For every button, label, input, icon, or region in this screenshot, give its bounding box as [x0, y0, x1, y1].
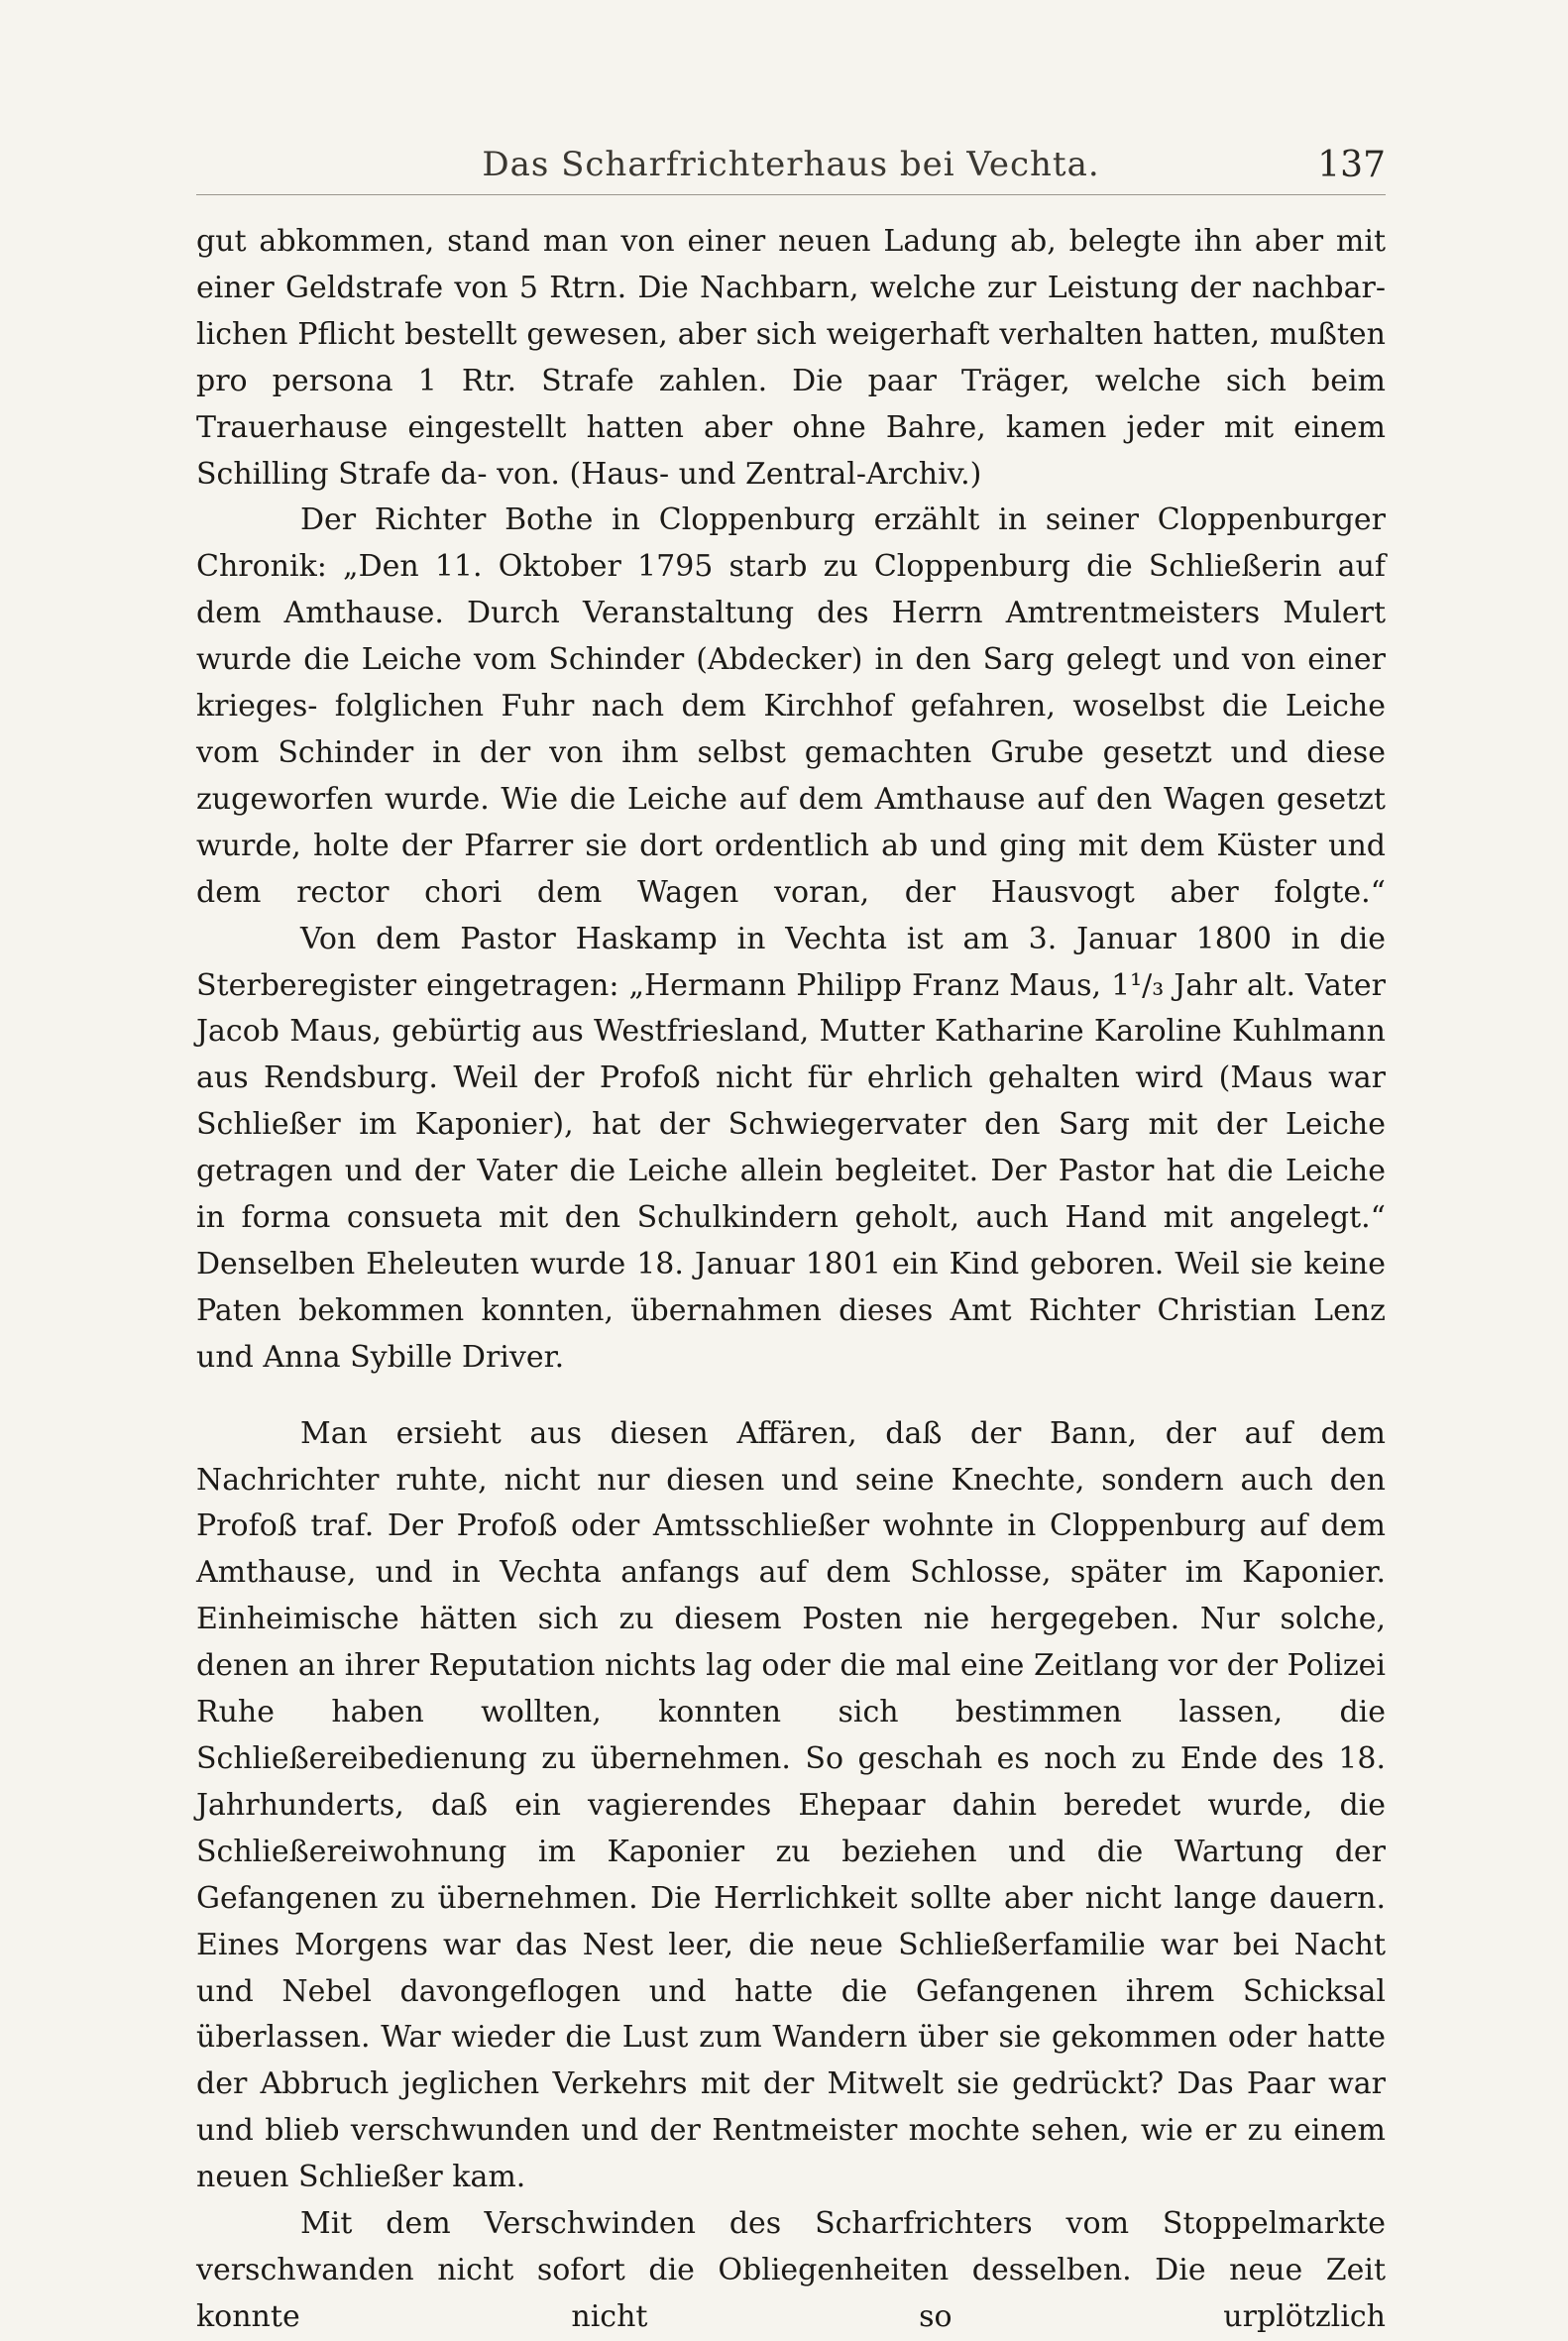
paragraph-3: Von dem Pastor Haskamp in Vechta ist am 3. Januar 1800 in die Sterberegister eingetragen: „Hermann Philipp Franz Maus, 1¹/₃ Jahr alt. Vater Jacob Maus, gebürtig aus Westfriesland, Mutter Katharine Karoline Kuhlmann aus Rendsburg. Weil der Profoß nicht für ehrlich gehalten wird (Maus war Schließer im Kaponier), hat der Schwiegervater den Sarg mit der Leiche getragen und der Vater die Leiche allein begleitet. Der Pastor hat die Leiche in forma consueta mit den Schulkindern geholt, auch Hand mit angelegt.“ Denselben Eheleuten wurde 18. Januar 1801 ein Kind geboren. Weil sie keine Paten bekommen konnten, übernahmen dieses Amt Richter Christian Lenz und Anna Sybille Driver.: [196, 921, 1386, 1375]
page-number: 137: [1317, 145, 1386, 185]
body-text: [196, 219, 1386, 2341]
book-page: [196, 139, 1386, 2341]
running-title: Das Scharfrichterhaus bei Vechta.: [482, 145, 1100, 184]
paragraph-1: gut abkommen, stand man von einer neuen Ladung ab, belegte ihn aber mit einer Geldstrafe von 5 Rtrn. Die Nachbarn, welche zur Leistung der nachbar- lichen Pflicht bestellt gewesen, aber sich weigerhaft verhalten hatten, mußten pro persona 1 Rtr. Strafe zahlen. Die paar Träger, welche sich beim Trauerhause eingestellt hatten aber ohne Bahre, kamen jeder mit einem Schilling Strafe da- von. (Haus- und Zentral-Archiv.): [196, 224, 1386, 492]
page-header: [196, 139, 1386, 195]
paragraph-2: Der Richter Bothe in Cloppenburg erzählt in seiner Cloppenburger Chronik: „Den 11. Oktober 1795 starb zu Cloppenburg die Schließerin auf dem Amthause. Durch Veranstaltung des Herrn Amtrentmeisters Mulert wurde die Leiche vom Schinder (Abdecker) in den Sarg gelegt und von einer krieges- folglichen Fuhr nach dem Kirchhof gefahren, woselbst die Leiche vom Schinder in der von ihm selbst gemachten Grube gesetzt und diese zugeworfen wurde. Wie die Leiche auf dem Amthause auf den Wagen gesetzt wurde, holte der Pfarrer sie dort ordentlich ab und ging mit dem Küster und dem rector chori dem Wagen voran, der Hausvogt aber folgte.“: [196, 502, 1386, 910]
paragraph-5: Mit dem Verschwinden des Scharfrichters vom Stoppelmarkte verschwanden nicht sofort die Obliegenheiten desselben. Die neue Zeit konnte nicht so urplötzlich: [196, 2206, 1386, 2334]
paragraph-4: Man ersieht aus diesen Affären, daß der Bann, der auf dem Nachrichter ruhte, nicht nur diesen und seine Knechte, sondern auch den Profoß traf. Der Profoß oder Amtsschließer wohnte in Cloppenburg auf dem Amthause, und in Vechta anfangs auf dem Schlosse, später im Kaponier. Einheimische hätten sich zu diesem Posten nie hergegeben. Nur solche, denen an ihrer Reputation nichts lag oder die mal eine Zeitlang vor der Polizei Ruhe haben wollten, konnten sich bestimmen lassen, die Schließereibedienung zu übernehmen. So geschah es noch zu Ende des 18. Jahrhunderts, daß ein vagierendes Ehepaar dahin beredet wurde, die Schließereiwohnung im Kaponier zu beziehen und die Wartung der Gefangenen zu übernehmen. Die Herrlichkeit sollte aber nicht lange dauern. Eines Morgens war das Nest leer, die neue Schließerfamilie war bei Nacht und Nebel davongeflogen und hatte die Gefangenen ihrem Schicksal überlassen. War wieder die Lust zum Wandern über sie gekommen oder hatte der Abbruch jeglichen Verkehrs mit der Mitwelt sie gedrückt? Das Paar war und blieb verschwunden und der Rentmeister mochte sehen, wie er zu einem neuen Schließer kam.: [196, 1415, 1386, 2195]
